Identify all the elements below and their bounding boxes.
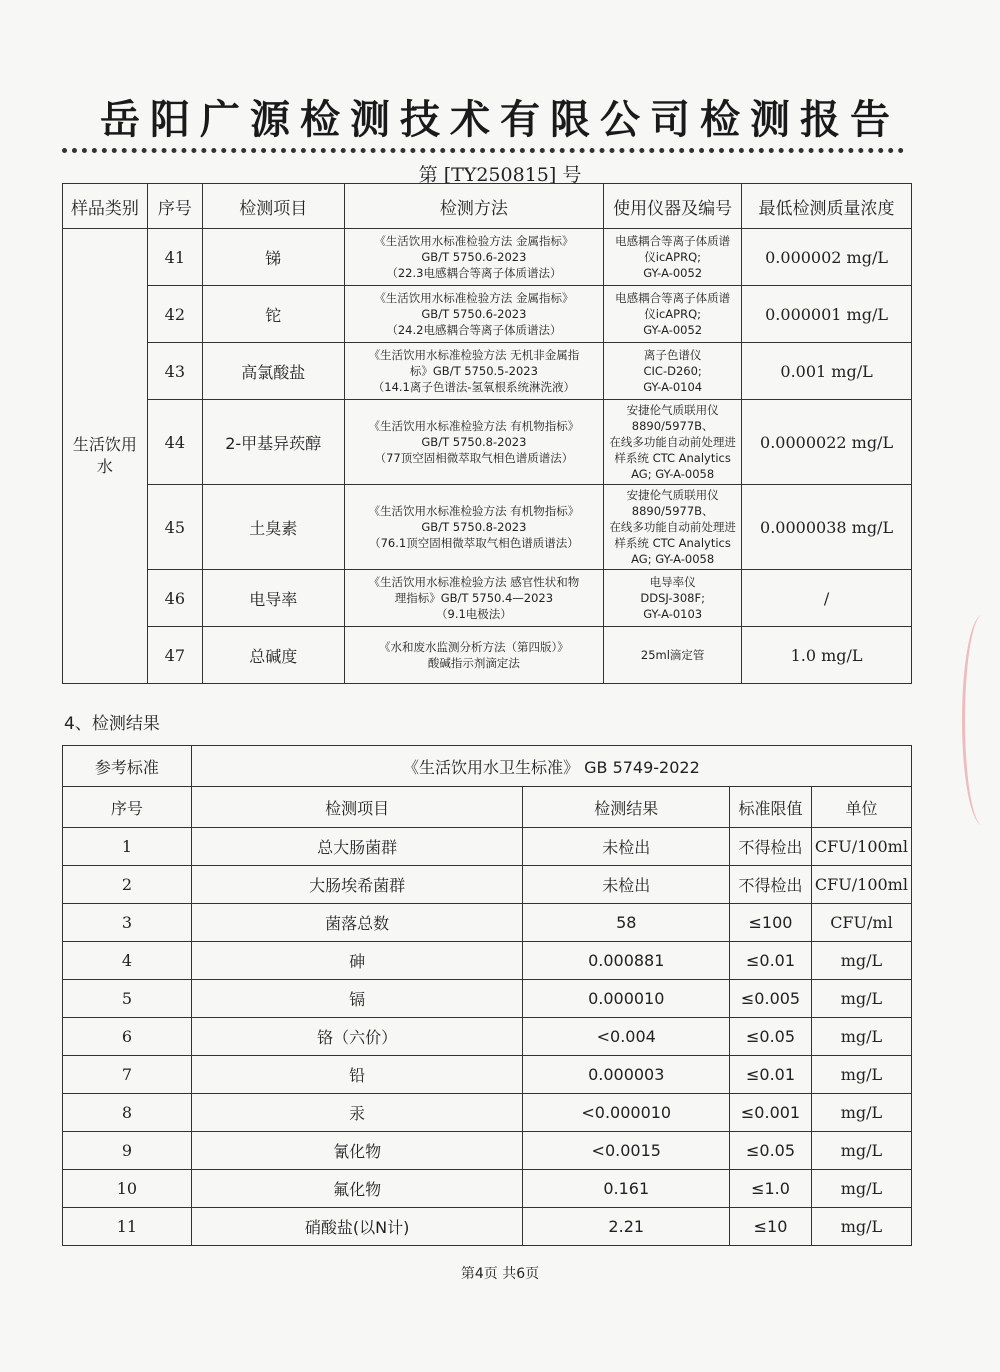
methods-row xyxy=(63,286,912,343)
report-title: 岳阳广源检测技术有限公司检测报告 xyxy=(100,97,900,143)
result-unit: CFU/ml xyxy=(811,904,911,942)
result-unit: mg/L xyxy=(811,1094,911,1132)
result-row xyxy=(63,904,912,942)
instrument-line: AG; GY-A-0058 xyxy=(631,467,715,481)
instrument-line: GY-A-0103 xyxy=(643,607,703,621)
result-no: 7 xyxy=(63,1056,192,1094)
seal-stamp-edge xyxy=(962,615,1000,825)
instrument-line: GY-A-0104 xyxy=(643,380,703,394)
min-concentration: 0.000002 mg/L xyxy=(742,229,912,286)
header-test-item: 检测项目 xyxy=(202,184,344,229)
serial-no: 42 xyxy=(147,286,202,343)
result-row xyxy=(63,1094,912,1132)
header-sample-category: 样品类别 xyxy=(63,184,148,229)
min-concentration: 0.0000022 mg/L xyxy=(742,400,912,485)
method-line: 标》GB/T 5750.5-2023 xyxy=(409,364,538,378)
serial-no: 45 xyxy=(147,485,202,570)
result-unit: mg/L xyxy=(811,1018,911,1056)
header-result: 检测结果 xyxy=(523,787,730,828)
instrument xyxy=(604,229,742,286)
result-limit: ≤0.001 xyxy=(730,1094,812,1132)
result-row xyxy=(63,1056,912,1094)
test-item: 2-甲基异莰醇 xyxy=(202,400,344,485)
methods-table xyxy=(62,183,912,684)
min-concentration: 0.0000038 mg/L xyxy=(742,485,912,570)
results-header-row xyxy=(63,787,912,828)
test-item: 高氯酸盐 xyxy=(202,343,344,400)
method-line: GB/T 5750.6-2023 xyxy=(421,307,527,321)
result-value: 未检出 xyxy=(523,828,730,866)
instrument-line: GY-A-0052 xyxy=(643,266,703,280)
result-row xyxy=(63,942,912,980)
result-value: 0.161 xyxy=(523,1170,730,1208)
method-line: GB/T 5750.8-2023 xyxy=(421,435,527,449)
result-unit: CFU/100ml xyxy=(811,866,911,904)
title-divider xyxy=(62,148,904,153)
result-item: 砷 xyxy=(191,942,523,980)
result-limit: ≤1.0 xyxy=(730,1170,812,1208)
methods-row xyxy=(63,627,912,684)
result-item: 总大肠菌群 xyxy=(191,828,523,866)
method-line: 《生活饮用水标准检验方法 金属指标》 xyxy=(374,234,574,248)
result-limit: ≤0.01 xyxy=(730,1056,812,1094)
test-method xyxy=(344,343,604,400)
instrument xyxy=(604,286,742,343)
instrument-line: 电感耦合等离子体质谱 xyxy=(615,234,731,248)
result-no: 2 xyxy=(63,866,192,904)
instrument xyxy=(604,485,742,570)
result-value: <0.004 xyxy=(523,1018,730,1056)
method-line: （14.1离子色谱法-氢氧根系统淋洗液） xyxy=(372,380,576,394)
instrument-line: 在线多功能自动前处理进 xyxy=(609,520,736,534)
instrument-line: CIC-D260; xyxy=(643,364,702,378)
instrument-line: 8890/5977B、 xyxy=(631,504,714,518)
result-row xyxy=(63,1170,912,1208)
instrument-line: 离子色谱仪 xyxy=(643,348,702,362)
result-row xyxy=(63,1018,912,1056)
header-serial-no: 序号 xyxy=(147,184,202,229)
serial-no: 41 xyxy=(147,229,202,286)
result-item: 硝酸盐(以N计) xyxy=(191,1208,523,1246)
result-item: 铅 xyxy=(191,1056,523,1094)
result-limit: ≤0.05 xyxy=(730,1018,812,1056)
serial-no: 46 xyxy=(147,570,202,627)
test-item: 土臭素 xyxy=(202,485,344,570)
instrument-line: DDSJ-308F; xyxy=(640,591,705,605)
instrument-line: 8890/5977B、 xyxy=(631,419,714,433)
result-unit: mg/L xyxy=(811,1170,911,1208)
result-no: 3 xyxy=(63,904,192,942)
method-line: （24.2电感耦合等离子体质谱法） xyxy=(386,323,562,337)
result-no: 5 xyxy=(63,980,192,1018)
method-line: 《生活饮用水标准检验方法 金属指标》 xyxy=(374,291,574,305)
min-concentration: 0.001 mg/L xyxy=(742,343,912,400)
instrument-line: 25ml滴定管 xyxy=(640,648,705,662)
header-test-method: 检测方法 xyxy=(344,184,604,229)
result-no: 4 xyxy=(63,942,192,980)
result-unit: mg/L xyxy=(811,942,911,980)
result-value: 0.000003 xyxy=(523,1056,730,1094)
serial-no: 47 xyxy=(147,627,202,684)
result-row xyxy=(63,866,912,904)
result-limit: ≤10 xyxy=(730,1208,812,1246)
result-limit: ≤0.05 xyxy=(730,1132,812,1170)
test-method xyxy=(344,400,604,485)
instrument-line: 样系统 CTC Analytics xyxy=(614,451,731,465)
standard-row xyxy=(63,746,912,787)
result-row xyxy=(63,1208,912,1246)
result-item: 汞 xyxy=(191,1094,523,1132)
result-unit: CFU/100ml xyxy=(811,828,911,866)
instrument-line: 安捷伦气质联用仪 xyxy=(626,403,719,417)
test-method xyxy=(344,229,604,286)
result-row xyxy=(63,1132,912,1170)
instrument-line: 电导率仪 xyxy=(649,575,696,589)
min-concentration: / xyxy=(742,570,912,627)
result-value: <0.0015 xyxy=(523,1132,730,1170)
instrument-line: 安捷伦气质联用仪 xyxy=(626,488,719,502)
test-item: 电导率 xyxy=(202,570,344,627)
result-no: 10 xyxy=(63,1170,192,1208)
test-method xyxy=(344,485,604,570)
test-method xyxy=(344,286,604,343)
result-no: 8 xyxy=(63,1094,192,1132)
test-item: 锑 xyxy=(202,229,344,286)
method-line: 《生活饮用水标准检验方法 有机物指标》 xyxy=(368,504,580,518)
section-title-results: 4、检测结果 xyxy=(64,714,160,734)
instrument-line: 在线多功能自动前处理进 xyxy=(609,435,736,449)
page-footer: 第4页 共6页 xyxy=(460,1266,540,1282)
result-limit: ≤0.01 xyxy=(730,942,812,980)
result-row xyxy=(63,980,912,1018)
result-unit: mg/L xyxy=(811,1208,911,1246)
result-value: 0.000881 xyxy=(523,942,730,980)
result-no: 9 xyxy=(63,1132,192,1170)
header-unit: 单位 xyxy=(811,787,911,828)
method-line: 《生活饮用水标准检验方法 有机物指标》 xyxy=(368,419,580,433)
method-line: GB/T 5750.8-2023 xyxy=(421,520,527,534)
instrument-line: GY-A-0052 xyxy=(643,323,703,337)
test-item: 总碱度 xyxy=(202,627,344,684)
instrument-line: AG; GY-A-0058 xyxy=(631,552,715,566)
result-item: 菌落总数 xyxy=(191,904,523,942)
test-item: 铊 xyxy=(202,286,344,343)
result-value: 2.21 xyxy=(523,1208,730,1246)
header-limit: 标准限值 xyxy=(730,787,812,828)
result-unit: mg/L xyxy=(811,980,911,1018)
result-no: 11 xyxy=(63,1208,192,1246)
serial-no: 44 xyxy=(147,400,202,485)
methods-row xyxy=(63,229,912,286)
result-limit: 不得检出 xyxy=(730,866,812,904)
instrument-line: 电感耦合等离子体质谱 xyxy=(615,291,731,305)
result-value: 未检出 xyxy=(523,866,730,904)
test-method xyxy=(344,570,604,627)
report-number: 第 [TY250815] 号 xyxy=(418,164,582,186)
result-limit: 不得检出 xyxy=(730,828,812,866)
serial-no: 43 xyxy=(147,343,202,400)
methods-row xyxy=(63,343,912,400)
instrument xyxy=(604,570,742,627)
header-no: 序号 xyxy=(63,787,192,828)
method-line: GB/T 5750.6-2023 xyxy=(421,250,527,264)
result-row xyxy=(63,828,912,866)
header-min-concentration: 最低检测质量浓度 xyxy=(742,184,912,229)
method-line: 酸碱指示剂滴定法 xyxy=(427,656,520,670)
method-line: 《生活饮用水标准检验方法 无机非金属指 xyxy=(368,348,580,362)
method-line: 《水和废水监测分析方法（第四版）》 xyxy=(379,640,569,654)
result-unit: mg/L xyxy=(811,1132,911,1170)
method-line: （77顶空固相微萃取气相色谱质谱法） xyxy=(374,451,574,465)
result-value: 58 xyxy=(523,904,730,942)
methods-header-row xyxy=(63,184,912,229)
result-unit: mg/L xyxy=(811,1056,911,1094)
standard-label: 参考标准 xyxy=(63,746,192,787)
method-line: （76.1顶空固相微萃取气相色谱质谱法） xyxy=(369,536,579,550)
result-item: 氰化物 xyxy=(191,1132,523,1170)
method-line: 理指标》GB/T 5750.4—2023 xyxy=(394,591,554,605)
result-limit: ≤100 xyxy=(730,904,812,942)
result-value: <0.000010 xyxy=(523,1094,730,1132)
result-no: 6 xyxy=(63,1018,192,1056)
result-item: 氟化物 xyxy=(191,1170,523,1208)
sample-category: 生活饮用水 xyxy=(63,229,148,684)
result-value: 0.000010 xyxy=(523,980,730,1018)
method-line: （22.3电感耦合等离子体质谱法） xyxy=(386,266,562,280)
instrument xyxy=(604,400,742,485)
method-line: （9.1电极法） xyxy=(436,607,512,621)
results-table xyxy=(62,745,912,1246)
result-no: 1 xyxy=(63,828,192,866)
header-item: 检测项目 xyxy=(191,787,523,828)
instrument xyxy=(604,343,742,400)
result-item: 大肠埃希菌群 xyxy=(191,866,523,904)
test-method xyxy=(344,627,604,684)
instrument-line: 样系统 CTC Analytics xyxy=(614,536,731,550)
header-instrument: 使用仪器及编号 xyxy=(604,184,742,229)
method-line: 《生活饮用水标准检验方法 感官性状和物 xyxy=(368,575,580,589)
methods-row xyxy=(63,570,912,627)
instrument-line: 仪icAPRQ; xyxy=(644,307,702,321)
result-limit: ≤0.005 xyxy=(730,980,812,1018)
methods-row xyxy=(63,485,912,570)
methods-row xyxy=(63,400,912,485)
result-item: 铬（六价） xyxy=(191,1018,523,1056)
instrument-line: 仪icAPRQ; xyxy=(644,250,702,264)
min-concentration: 0.000001 mg/L xyxy=(742,286,912,343)
instrument xyxy=(604,627,742,684)
result-item: 镉 xyxy=(191,980,523,1018)
standard-value: 《生活饮用水卫生标准》 GB 5749-2022 xyxy=(191,746,911,787)
min-concentration: 1.0 mg/L xyxy=(742,627,912,684)
